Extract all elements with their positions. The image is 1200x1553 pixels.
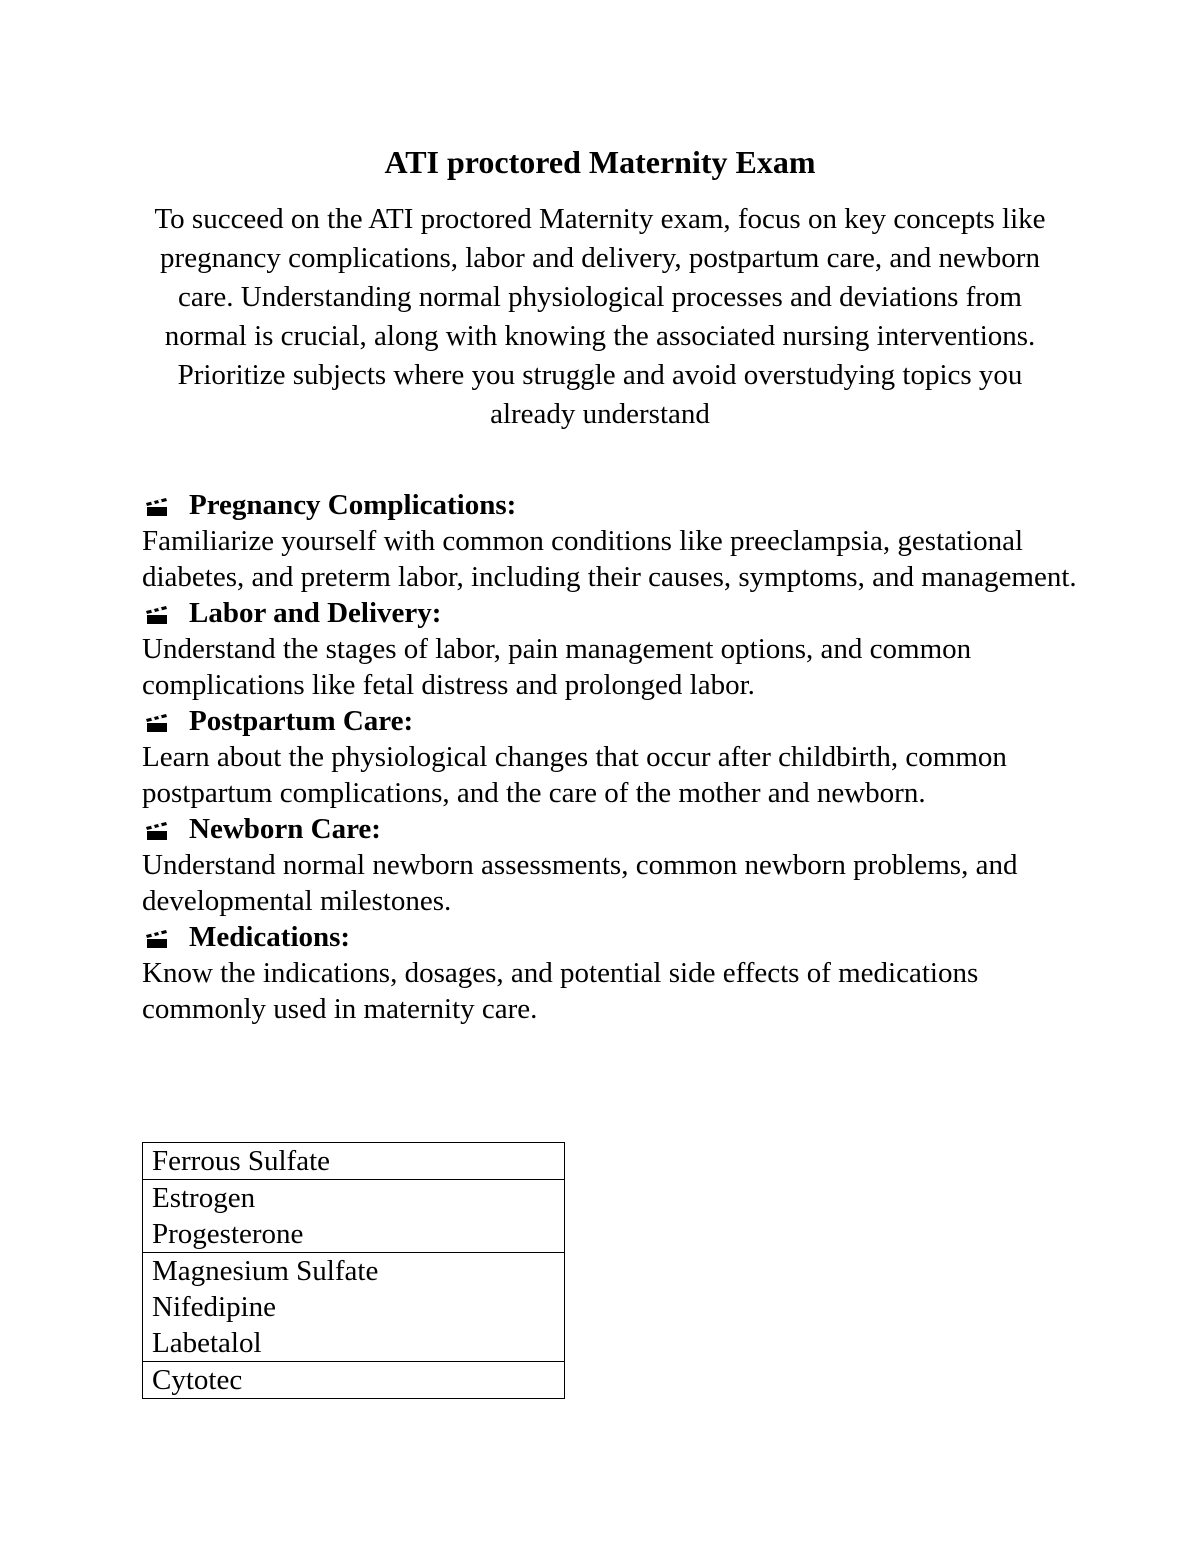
section-heading-label: Medications: (189, 921, 351, 953)
section-body: Understand the stages of labor, pain management options, and common complications like fetal distress and prolonged labor. (142, 633, 972, 701)
section-heading-label: Postpartum Care: (189, 705, 414, 737)
section-body: Familiarize yourself with common conditions like preeclampsia, gestational diabetes, and preterm labor, including their causes, symptoms, and management. (142, 525, 1077, 593)
table-cell (143, 1253, 565, 1362)
section-labor-and-delivery (142, 595, 1082, 703)
medication-name: Labetalol (152, 1327, 262, 1359)
medication-name: Cytotec (152, 1364, 243, 1396)
section-heading-label: Pregnancy Complications: (189, 489, 517, 521)
section-heading-label: Newborn Care: (189, 813, 381, 845)
document-title: ATI proctored Maternity Exam (384, 144, 816, 180)
medication-name: Progesterone (152, 1218, 304, 1250)
table-row (143, 1362, 565, 1399)
section-postpartum-care (142, 703, 1082, 811)
section-pregnancy-complications (142, 487, 1082, 595)
clapperboard-icon (145, 929, 169, 949)
section-heading-label: Labor and Delivery: (189, 597, 442, 629)
table-row (143, 1180, 565, 1253)
clapperboard-icon (145, 497, 169, 517)
medication-name: Estrogen (152, 1182, 256, 1214)
section-heading (142, 919, 1082, 955)
intro-paragraph: To succeed on the ATI proctored Maternity exam, focus on key concepts like pregnancy complications, labor and delivery, postpartum care, and newborn care. Understanding normal physiological processes and deviations from normal is crucial, along with knowing the associated nursing interventions. Prioritize subjects where you struggle and avoid overstudying topics you already understand (154, 203, 1046, 430)
table-row (143, 1253, 565, 1362)
clapperboard-icon (145, 713, 169, 733)
section-body: Learn about the physiological changes that occur after childbirth, common postpartum complications, and the care of the mother and newborn. (142, 741, 1007, 809)
section-body: Understand normal newborn assessments, common newborn problems, and developmental milestones. (142, 849, 1018, 917)
section-body: Know the indications, dosages, and potential side effects of medications commonly used in maternity care. (142, 957, 979, 1025)
section-heading (142, 487, 1082, 523)
table-cell (143, 1362, 565, 1399)
table-row (143, 1143, 565, 1180)
medication-table (142, 1142, 565, 1399)
clapperboard-icon (145, 605, 169, 625)
section-heading (142, 703, 1082, 739)
section-medications (142, 919, 1082, 1027)
section-heading (142, 811, 1082, 847)
medication-name: Nifedipine (152, 1291, 277, 1323)
medication-name: Ferrous Sulfate (152, 1145, 330, 1177)
clapperboard-icon (145, 821, 169, 841)
table-cell (143, 1143, 565, 1180)
medication-name: Magnesium Sulfate (152, 1255, 379, 1287)
section-heading (142, 595, 1082, 631)
table-cell (143, 1180, 565, 1253)
topic-sections (142, 487, 1082, 1027)
section-newborn-care (142, 811, 1082, 919)
